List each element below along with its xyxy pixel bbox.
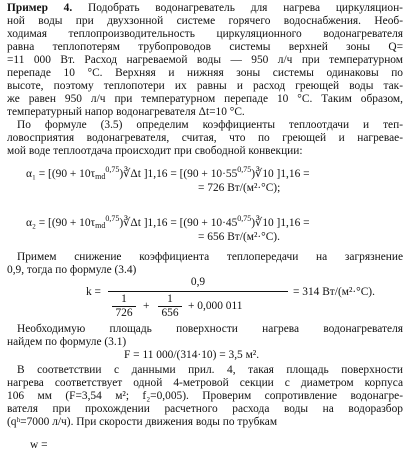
equation-alpha2: $\alpha_2 = [(90 + 10\tau_{md}^{0,75})∛\Delta t$ ]$1,16 = [(90 + 10\cdot 45^{0,75})∛10$ ]1,16 = xyxy=(26,214,310,230)
para3-line2: 0,9, тогда по формуле (3.4) xyxy=(7,264,137,276)
equation-k-d2: 1 xyxy=(167,293,173,305)
para1-line2: ной воды при двухзонной системе горячего водоснабжения. Необ- xyxy=(7,15,403,27)
para2-line1: По формуле (3.5) определим коэффициенты теплоотдачи и теп- xyxy=(17,119,403,131)
para5-line2: нагрева соответствует одной 4-метровой секции с диаметром корпуса xyxy=(7,377,403,389)
para1-line4: равна теплопотерям трубопроводов системы верхней зоны Q= xyxy=(7,41,403,53)
equation-w-lhs: w = xyxy=(30,439,48,451)
equation-k-d2b: 656 xyxy=(161,307,179,319)
para2-line3: мой воде теплоотдача происходит при свободной конвекции: xyxy=(7,145,303,157)
para4-line1: Необходимую площадь поверхности нагрева водонагревателя xyxy=(17,323,403,335)
para5-line3: 106 мм (F=3,54 м²; f₂=0,005). Проверим сопротивление водонагре- xyxy=(7,390,403,402)
equation-alpha2-result: = 656 Вт/(м²·°С). xyxy=(198,231,280,243)
para4-line2: найдем по формуле (3.1) xyxy=(7,336,127,348)
para5-line1: В соответствии с данными прил. 4, такая площадь поверхности xyxy=(17,364,403,376)
example-heading: Пример 4. xyxy=(7,2,73,14)
para3-line1: Примем снижение коэффициента теплопередачи на загрязнение xyxy=(17,251,403,263)
para2-line2: ловосприятия водонагревателя, считая, что по греющей и нагревае- xyxy=(7,132,403,144)
para1-line7: высоте, поэтому теплопотери их равны и расход греющей воды так- xyxy=(7,80,403,92)
para1-line3: ходимая теплопроизводительность циркуляционного водонагревателя xyxy=(7,28,403,40)
equation-k-tail: + 0,000 011 xyxy=(188,300,243,312)
equation-k-lhs: k = xyxy=(86,286,101,298)
equation-k-d1: 1 xyxy=(121,293,127,305)
equation-F: F = 11 000/(314·10) = 3,5 м². xyxy=(124,349,260,361)
equation-alpha1-result: = 726 Вт/(м²·°С); xyxy=(198,182,281,194)
para1-line9: температурный напор водонагревателя Δt=10 °С. xyxy=(7,106,245,118)
para1-line1: Пример 4. Подобрать водонагреватель для нагрева циркуляцион- xyxy=(7,2,403,14)
para1-line6: перепаде 10 °С. Верхняя и нижняя зоны системы одинаковы по xyxy=(7,67,403,79)
equation-alpha1: $\alpha_1 = [(90 + 10\tau_{md}^{0,75})∛\Delta t$ ]$1,16 = [(90 + 10\cdot 55^{0,75})∛10$ ]1,16 = xyxy=(26,165,310,181)
para5-line5: (qʰ=7000 л/ч). При скорости движения воды по трубкам xyxy=(7,416,278,428)
equation-k-d1b: 726 xyxy=(115,307,133,319)
para1-line5: =11 000 Вт. Расход нагреваемой воды — 950 л/ч при температурном xyxy=(7,54,403,66)
equation-k-numerator: 0,9 xyxy=(190,276,206,288)
equation-k-plus: + xyxy=(143,300,150,312)
para5-line4: вателя при прохождении расчетного расхода воды на водоразбор xyxy=(7,403,403,415)
equation-k-result: = 314 Вт/(м²·°С). xyxy=(293,286,375,298)
para1-line8: же равен 950 л/ч при температурном перепаде 10 °С. Таким образом, xyxy=(7,93,403,105)
equation-k-fraction-bar xyxy=(108,291,288,292)
